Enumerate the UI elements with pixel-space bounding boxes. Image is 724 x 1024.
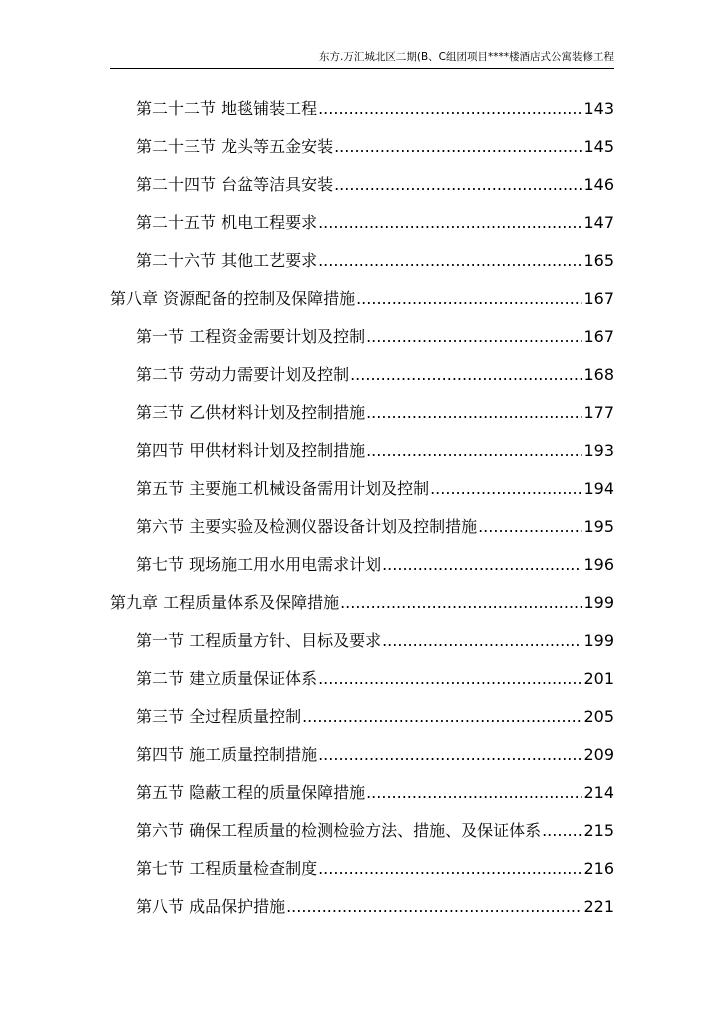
toc-dot-leader [318,248,582,274]
page-header [110,50,614,69]
toc-dot-leader [382,552,582,578]
toc-dot-leader [334,172,582,198]
toc-section-entry[interactable] [136,742,614,768]
toc-entry-page-number: 177 [583,403,614,422]
toc-entry-page-number: 221 [583,897,614,916]
toc-section-entry[interactable] [136,856,614,882]
toc-dot-leader [318,96,582,122]
toc-entry-page-number: 215 [583,821,614,840]
toc-dot-leader [366,780,582,806]
toc-dot-leader [366,400,582,426]
toc-dot-leader [382,628,582,654]
toc-section-entry[interactable] [136,818,614,844]
toc-dot-leader [356,286,582,312]
toc-chapter-entry[interactable] [110,286,614,312]
toc-entry-page-number: 216 [583,859,614,878]
toc-entry-page-number: 193 [583,441,614,460]
toc-section-entry[interactable] [136,514,614,540]
toc-dot-leader [350,362,582,388]
toc-entry-page-number: 147 [583,213,614,232]
toc-dot-leader [478,514,582,540]
toc-entry-page-number: 196 [583,555,614,574]
toc-chapter-entry[interactable] [110,590,614,616]
toc-dot-leader [286,894,582,920]
toc-entry-page-number: 201 [583,669,614,688]
toc-section-entry[interactable] [136,362,614,388]
toc-entry-title: 第七节 工程质量检查制度 [136,859,318,878]
toc-entry-page-number: 194 [583,479,614,498]
toc-entry-title: 第九章 工程质量体系及保障措施 [110,593,340,612]
toc-entry-title: 第六节 确保工程质量的检测检验方法、措施、及保证体系 [136,821,542,840]
toc-entry-title: 第三节 全过程质量控制 [136,707,302,726]
toc-entry-page-number: 168 [583,365,614,384]
toc-entry-page-number: 199 [583,593,614,612]
toc-entry-page-number: 205 [583,707,614,726]
toc-section-entry[interactable] [136,438,614,464]
toc-section-entry[interactable] [136,704,614,730]
toc-entry-title: 第二十五节 机电工程要求 [136,213,318,232]
toc-dot-leader [318,742,582,768]
toc-entry-title: 第六节 主要实验及检测仪器设备计划及控制措施 [136,517,478,536]
toc-entry-title: 第五节 隐蔽工程的质量保障措施 [136,783,366,802]
toc-section-entry[interactable] [136,780,614,806]
toc-entry-title: 第一节 工程资金需要计划及控制 [136,327,366,346]
toc-entry-title: 第四节 甲供材料计划及控制措施 [136,441,366,460]
toc-dot-leader [318,666,582,692]
toc-entry-title: 第二节 劳动力需要计划及控制 [136,365,350,384]
toc-section-entry[interactable] [136,96,614,122]
toc-dot-leader [334,134,582,160]
toc-entry-page-number: 167 [583,327,614,346]
toc-entry-page-number: 195 [583,517,614,536]
toc-section-entry[interactable] [136,248,614,274]
toc-entry-page-number: 165 [583,251,614,270]
toc-entry-title: 第二十二节 地毯铺装工程 [136,99,318,118]
toc-entry-page-number: 143 [583,99,614,118]
header-text: 东方.万汇城北区二期(B、C组团项目****楼酒店式公寓装修工程 [319,51,614,63]
toc-section-entry[interactable] [136,324,614,350]
toc-entry-title: 第八章 资源配备的控制及保障措施 [110,289,356,308]
toc-entry-page-number: 145 [583,137,614,156]
toc-dot-leader [542,818,582,844]
toc-section-entry[interactable] [136,552,614,578]
toc-dot-leader [340,590,582,616]
toc-entry-title: 第二十四节 台盆等洁具安装 [136,175,334,194]
toc-dot-leader [366,324,582,350]
toc-entry-title: 第一节 工程质量方针、目标及要求 [136,631,382,650]
toc-section-entry[interactable] [136,628,614,654]
toc-entry-title: 第二十三节 龙头等五金安装 [136,137,334,156]
toc-entry-page-number: 146 [583,175,614,194]
toc-dot-leader [366,438,582,464]
toc-entry-page-number: 214 [583,783,614,802]
toc-dot-leader [318,856,582,882]
toc-entry-title: 第三节 乙供材料计划及控制措施 [136,403,366,422]
toc-section-entry[interactable] [136,400,614,426]
toc-section-entry[interactable] [136,172,614,198]
toc-section-entry[interactable] [136,134,614,160]
toc-entry-page-number: 209 [583,745,614,764]
toc-entry-page-number: 199 [583,631,614,650]
toc-entry-title: 第四节 施工质量控制措施 [136,745,318,764]
toc-entry-title: 第二节 建立质量保证体系 [136,669,318,688]
toc-section-entry[interactable] [136,210,614,236]
toc-entry-title: 第八节 成品保护措施 [136,897,286,916]
toc-dot-leader [430,476,582,502]
toc-entry-title: 第二十六节 其他工艺要求 [136,251,318,270]
toc-dot-leader [318,210,582,236]
toc-entry-title: 第七节 现场施工用水用电需求计划 [136,555,382,574]
toc-section-entry[interactable] [136,476,614,502]
toc-section-entry[interactable] [136,894,614,920]
toc-section-entry[interactable] [136,666,614,692]
toc-entry-title: 第五节 主要施工机械设备需用计划及控制 [136,479,430,498]
toc-entry-page-number: 167 [583,289,614,308]
toc-dot-leader [302,704,582,730]
